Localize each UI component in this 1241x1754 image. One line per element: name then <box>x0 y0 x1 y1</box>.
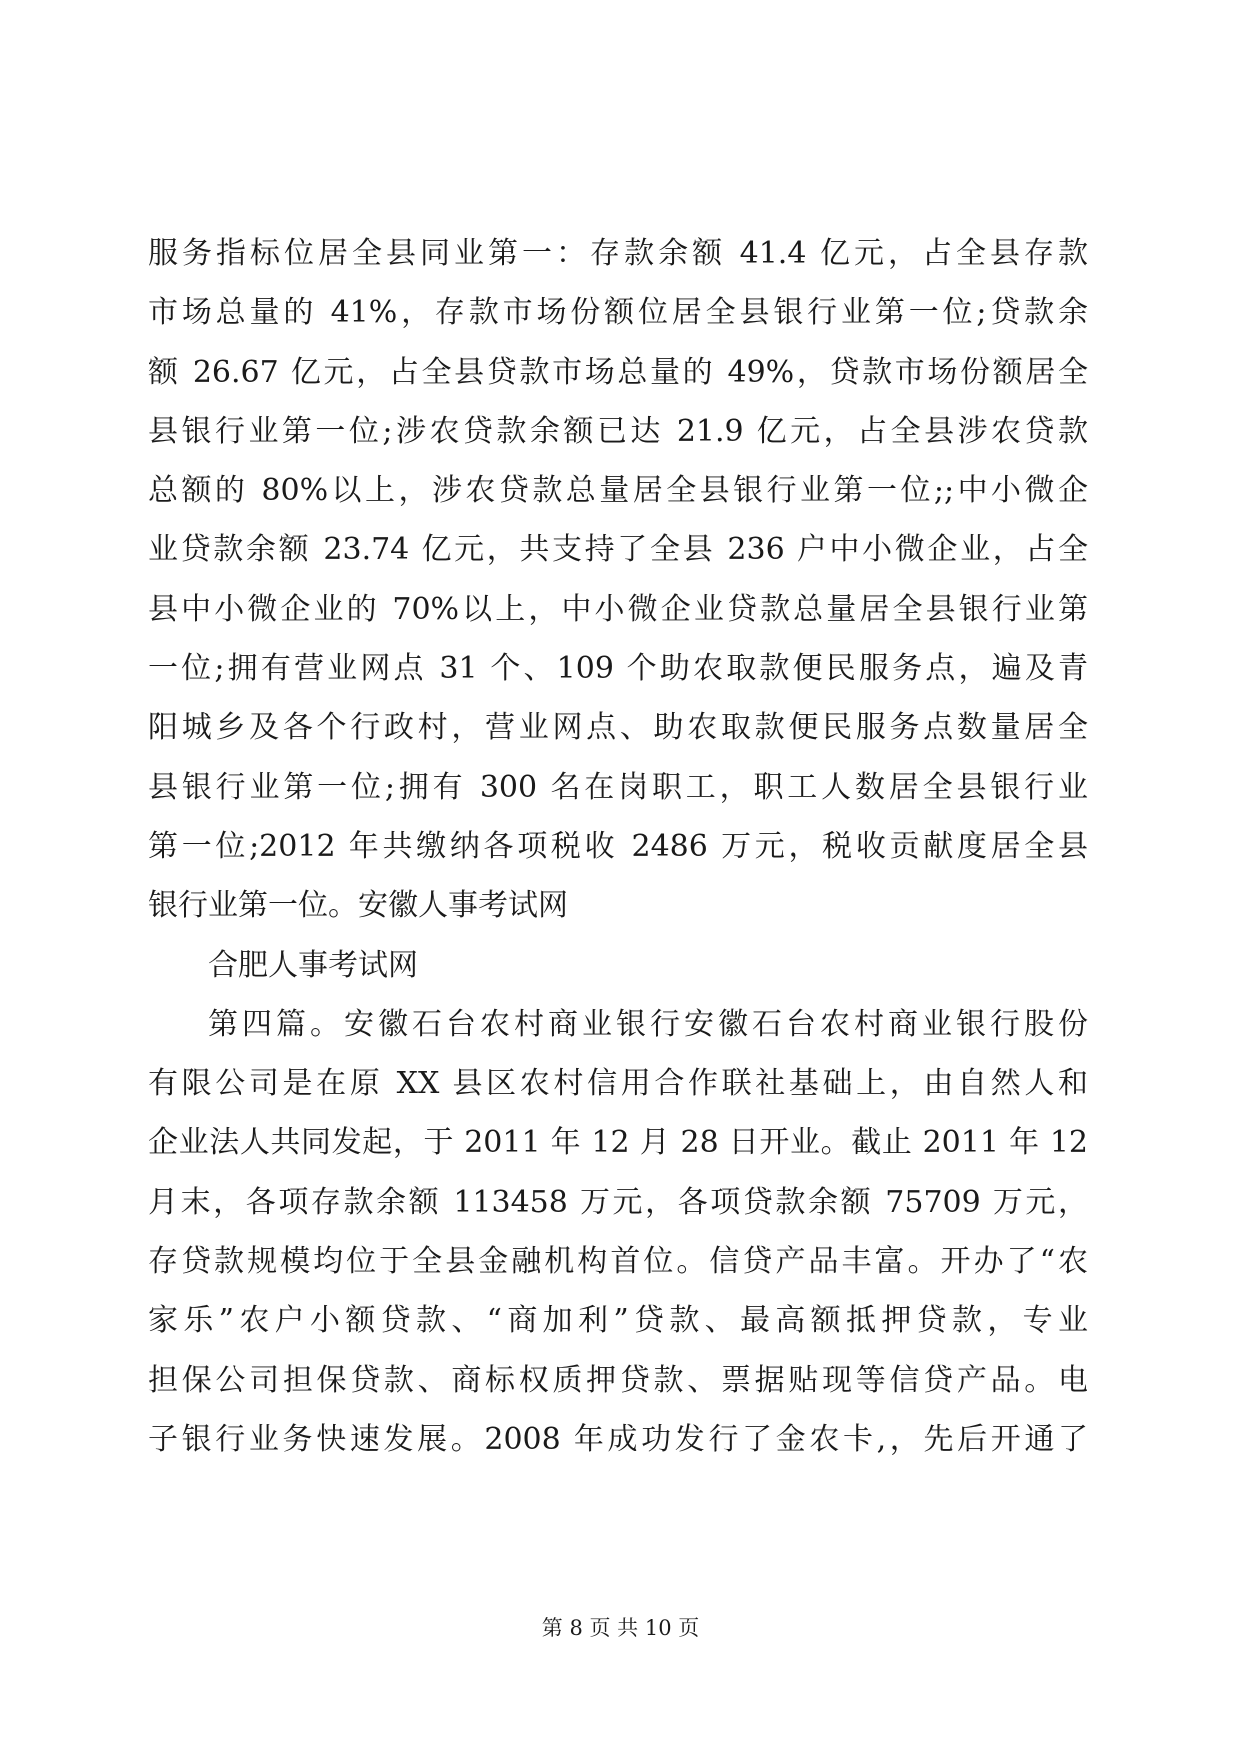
text-line: 总额的 80%以上，涉农贷款总量居全县银行业第一位;;中小微企 <box>148 473 1088 509</box>
text-line: 存贷款规模均位于全县金融机构首位。信贷产品丰富。开办了“农 <box>148 1244 1088 1280</box>
text-line: 子银行业务快速发展。2008 年成功发行了金农卡,，先后开通了 <box>148 1421 1088 1457</box>
text-line: 第四篇。安徽石台农村商业银行安徽石台农村商业银行股份 <box>208 1006 1088 1042</box>
text-line: 家乐”农户小额贷款、“商加利”贷款、最高额抵押贷款，专业 <box>148 1303 1088 1339</box>
body-text <box>148 224 1088 1469</box>
text-line: 有限公司是在原 XX 县区农村信用合作联社基础上，由自然人和 <box>148 1066 1088 1102</box>
text-line: 市场总量的 41%，存款市场份额位居全县银行业第一位;贷款余 <box>148 295 1088 331</box>
page-footer: 第 8 页 共 10 页 <box>541 1616 700 1640</box>
text-line: 企业法人共同发起，于 2011 年 12 月 28 日开业。截止 2011 年 12 <box>148 1125 1088 1161</box>
text-line: 第一位;2012 年共缴纳各项税收 2486 万元，税收贡献度居全县 <box>148 828 1088 864</box>
text-line: 额 26.67 亿元，占全县贷款市场总量的 49%，贷款市场份额居全 <box>148 354 1088 390</box>
text-line: 服务指标位居全县同业第一：存款余额 41.4 亿元，占全县存款 <box>148 236 1088 271</box>
text-line: 合肥人事考试网 <box>208 947 418 983</box>
text-line: 担保公司担保贷款、商标权质押贷款、票据贴现等信贷产品。电 <box>148 1362 1088 1398</box>
text-line: 业贷款余额 23.74 亿元，共支持了全县 236 户中小微企业，占全 <box>148 532 1088 568</box>
text-line: 阳城乡及各个行政村，营业网点、助农取款便民服务点数量居全 <box>148 710 1088 746</box>
text-line: 县银行业第一位;涉农贷款余额已达 21.9 亿元，占全县涉农贷款 <box>148 413 1088 449</box>
text-line: 县中小微企业的 70%以上，中小微企业贷款总量居全县银行业第 <box>148 591 1088 627</box>
text-line: 一位;拥有营业网点 31 个、109 个助农取款便民服务点，遍及青 <box>148 651 1088 687</box>
text-line: 月末，各项存款余额 113458 万元，各项贷款余额 75709 万元， <box>148 1184 1088 1220</box>
text-line: 银行业第一位。安徽人事考试网 <box>148 888 568 924</box>
text-line: 县银行业第一位;拥有 300 名在岗职工，职工人数居全县银行业 <box>148 769 1088 805</box>
